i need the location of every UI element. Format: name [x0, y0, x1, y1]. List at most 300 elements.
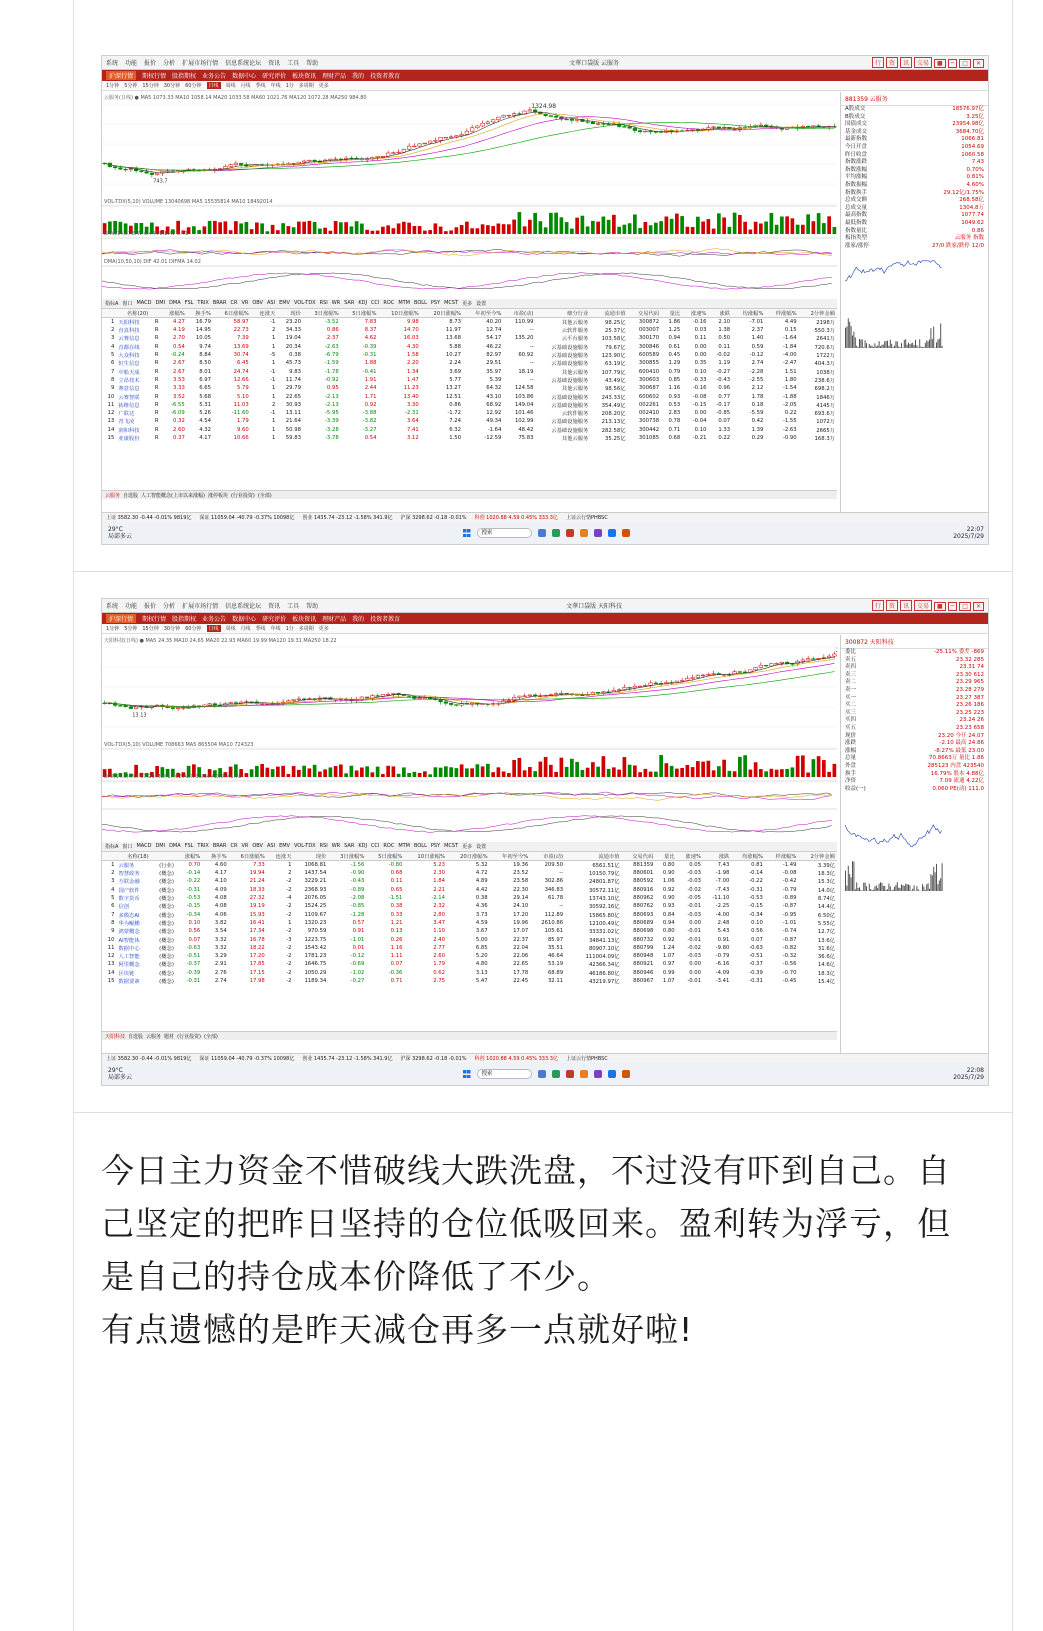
col-13[interactable]: 市盈(动): [503, 309, 535, 318]
ma-line-20: [105, 117, 835, 171]
table-row[interactable]: [102, 359, 837, 367]
col-5[interactable]: 6日涨幅%: [229, 852, 267, 861]
period-0[interactable]: 1分钟: [106, 626, 120, 632]
table-row[interactable]: [102, 952, 837, 960]
cell: 2: [111, 870, 115, 877]
menu-item-4[interactable]: 扩展市场行情: [182, 603, 219, 610]
menu-item-2[interactable]: 报价: [144, 603, 157, 610]
ind-tab-6[interactable]: TRIX: [197, 843, 209, 849]
col-7[interactable]: 现价: [294, 852, 329, 861]
taskbar-app-icon[interactable]: [608, 529, 616, 537]
sheet-tab-0[interactable]: 云服务: [105, 492, 121, 499]
sheet-tab-4[interactable]: (行业投资): [177, 1033, 201, 1040]
ind-tab-10[interactable]: OBV: [252, 843, 263, 849]
cell: 0.95: [326, 385, 339, 392]
taskbar-app-icon[interactable]: [566, 1070, 574, 1078]
table-row[interactable]: [102, 318, 837, 327]
menu-item-8[interactable]: 帮助: [306, 60, 319, 67]
cell: -0.01: [687, 928, 702, 935]
sheet-tab-5[interactable]: (全部): [257, 492, 272, 499]
col-21[interactable]: 样涨幅%: [765, 852, 799, 861]
col-20[interactable]: 均涨幅%: [732, 309, 765, 318]
ind-tab-17[interactable]: KDJ: [358, 843, 367, 849]
window-controls: [870, 57, 984, 68]
ind-tab-7[interactable]: BRAR: [212, 300, 227, 306]
nav-item-9[interactable]: 投资者教育: [370, 616, 401, 623]
quote-value: 0.70%: [966, 166, 984, 173]
nav-item-8[interactable]: 我的: [352, 616, 365, 623]
windows-start-icon[interactable]: [463, 1070, 471, 1078]
cell: 5.55亿: [817, 920, 835, 927]
ind-tab-25[interactable]: 设置: [476, 844, 487, 850]
intraday-mini-chart[interactable]: [841, 250, 987, 350]
menu-item-2[interactable]: 报价: [144, 60, 157, 67]
cell: 15865.80亿: [588, 912, 620, 919]
window-btn-5[interactable]: ─: [948, 59, 958, 68]
menu-item-7[interactable]: 工具: [287, 603, 300, 610]
col-19[interactable]: 涨跌: [708, 309, 732, 318]
ind-tab-4[interactable]: DMA: [169, 300, 181, 306]
ind-tab-17[interactable]: KDJ: [358, 300, 367, 306]
col-0[interactable]: [102, 852, 116, 861]
cell: -0.39: [186, 969, 201, 976]
col-22[interactable]: 2分钟金额: [798, 852, 837, 861]
nav-item-8[interactable]: 我的: [352, 73, 365, 80]
period-11[interactable]: 多周期: [298, 626, 314, 632]
taskbar-search[interactable]: 搜索: [477, 1069, 532, 1079]
period-8[interactable]: 季线: [255, 83, 266, 89]
cell: -1.64: [487, 426, 502, 433]
menu-item-3[interactable]: 分析: [163, 60, 176, 67]
period-6[interactable]: 周线: [225, 83, 236, 89]
taskbar-app-icon[interactable]: [538, 1070, 546, 1078]
col-10[interactable]: 10日涨幅%: [404, 852, 447, 861]
table-row[interactable]: [102, 977, 837, 985]
table-row[interactable]: [102, 877, 837, 885]
period-5[interactable]: 日线: [208, 83, 219, 89]
ind-tab-5[interactable]: FSL: [184, 300, 194, 306]
taskbar-app-icon[interactable]: [622, 1070, 630, 1078]
menu-item-8[interactable]: 帮助: [306, 603, 319, 610]
ind-tab-8[interactable]: CR: [230, 300, 238, 306]
quote-label: 涨家/涨停: [845, 242, 869, 249]
ind-tab-18[interactable]: CCI: [370, 843, 380, 849]
period-3[interactable]: 30分钟: [163, 626, 181, 632]
ind-tab-22[interactable]: PSY: [430, 300, 441, 306]
period-10[interactable]: 1分: [285, 626, 294, 632]
ind-tab-16[interactable]: SAR: [344, 843, 355, 849]
col-12[interactable]: 年初至今%: [463, 309, 503, 318]
cell: 58.97: [233, 319, 249, 325]
cell: 16.78: [249, 936, 265, 943]
col-13[interactable]: 市盈(动): [530, 852, 565, 861]
ind-tab-25[interactable]: 设置: [476, 301, 487, 307]
col-21[interactable]: 样涨幅%: [765, 309, 798, 318]
menu-item-4[interactable]: 扩展市场行情: [182, 60, 219, 67]
ind-tab-13[interactable]: VOL-TDX: [293, 300, 316, 306]
ind-tab-10[interactable]: OBV: [252, 300, 263, 306]
period-11[interactable]: 多周期: [298, 83, 314, 89]
period-4[interactable]: 60分钟: [185, 626, 202, 632]
table-row[interactable]: [102, 334, 837, 342]
ind-tab-0[interactable]: 指标A: [105, 844, 119, 850]
menu-item-1[interactable]: 功能: [125, 603, 138, 610]
nav-item-9[interactable]: 投资者教育: [370, 73, 401, 80]
ind-tab-7[interactable]: BRAR: [212, 843, 227, 849]
window-btn-0[interactable]: 行: [872, 57, 884, 68]
col-7[interactable]: 现价: [277, 309, 303, 318]
nav-item-4[interactable]: 数据中心: [232, 616, 257, 623]
col-16[interactable]: 交易代码: [628, 309, 662, 318]
cell: -7.00: [715, 878, 730, 885]
ind-tab-2[interactable]: MACD: [136, 300, 152, 306]
nav-item-3[interactable]: 业务公告: [202, 73, 227, 80]
cell: 0.80: [662, 928, 675, 935]
period-8[interactable]: 季线: [255, 626, 266, 632]
table-row[interactable]: [102, 376, 837, 384]
quote-label: 买三: [845, 709, 857, 716]
table-row[interactable]: [102, 927, 837, 935]
cell: 22.06: [513, 953, 529, 960]
ind-tab-9[interactable]: VR: [241, 300, 249, 306]
sheet-tab-2[interactable]: 人工智能概念(上市以来涨幅): [141, 492, 205, 499]
taskbar-app-icon[interactable]: [566, 529, 574, 537]
col-6[interactable]: 连涨天: [251, 309, 278, 318]
table-row[interactable]: [102, 919, 837, 927]
nav-item-2[interactable]: 股指期权: [172, 616, 197, 623]
ind-tab-9[interactable]: VR: [241, 843, 249, 849]
peak-price-label: 1324.98: [531, 102, 557, 110]
sheet-tab-3[interactable]: 涨停板块: [207, 492, 228, 499]
sheet-tab-1[interactable]: 自选股: [123, 492, 139, 499]
cell: -0.03: [687, 953, 702, 960]
window-btn-3[interactable]: 交易: [914, 600, 932, 611]
table-row[interactable]: [102, 367, 837, 375]
table-row[interactable]: [102, 960, 837, 968]
ind-tab-23[interactable]: MCST: [444, 300, 459, 306]
quote-value: 1049.62: [961, 219, 984, 226]
col-2[interactable]: [151, 852, 176, 861]
taskbar-clock[interactable]: [894, 526, 984, 540]
ind-tab-18[interactable]: CCI: [370, 300, 380, 306]
sheet-tab-5[interactable]: (全部): [203, 1033, 218, 1040]
ind-tab-2[interactable]: MACD: [136, 843, 152, 849]
ind-tab-14[interactable]: RSI: [319, 300, 328, 306]
sheet-tab-4[interactable]: (行业投资): [230, 492, 255, 499]
window-btn-1[interactable]: 资: [886, 600, 898, 611]
cell: -7.43: [715, 886, 730, 893]
nav-item-5[interactable]: 研究评价: [262, 616, 287, 623]
cell: 12.74: [486, 327, 502, 334]
ind-tab-11[interactable]: ASI: [266, 300, 276, 306]
ind-tab-19[interactable]: ROC: [383, 843, 395, 849]
table-row[interactable]: [102, 886, 837, 894]
kline-chart[interactable]: [102, 635, 837, 840]
cell: 5.77: [449, 376, 462, 383]
cell: -1: [270, 410, 276, 417]
window-btn-6[interactable]: □: [959, 59, 971, 68]
table-row[interactable]: [102, 326, 837, 334]
menu-item-0[interactable]: 系统: [106, 60, 119, 67]
nav-item-7[interactable]: 理财产品: [322, 616, 347, 623]
taskbar-app-icon[interactable]: [580, 529, 588, 537]
table-row[interactable]: [102, 944, 837, 952]
table-row[interactable]: [102, 869, 837, 877]
taskbar-clock[interactable]: [894, 1067, 984, 1081]
col-8[interactable]: 3日涨幅%: [328, 852, 366, 861]
window-btn-6[interactable]: □: [959, 602, 971, 611]
ind-tab-24[interactable]: 更多: [462, 301, 473, 307]
cell: -0.01: [687, 978, 702, 984]
ind-tab-1[interactable]: 窗口: [122, 844, 133, 850]
window-btn-3[interactable]: 交易: [914, 57, 932, 68]
col-15[interactable]: 流通市值: [570, 852, 621, 861]
ind-tab-1[interactable]: 窗口: [122, 301, 133, 307]
table-row[interactable]: [102, 935, 837, 943]
period-9[interactable]: 年线: [270, 626, 281, 632]
window-btn-1[interactable]: 资: [886, 57, 898, 68]
period-4[interactable]: 60分钟: [185, 83, 202, 89]
ind-tab-21[interactable]: BOLL: [414, 300, 427, 306]
period-1[interactable]: 5分钟: [124, 83, 138, 89]
cell: 0.38: [289, 352, 301, 359]
window-btn-4[interactable]: ■: [934, 602, 946, 611]
quote-label: 买一: [845, 694, 857, 701]
menu-item-6[interactable]: 资讯: [268, 60, 281, 67]
period-1[interactable]: 5分钟: [124, 626, 138, 632]
col-18[interactable]: 涨速%: [677, 852, 703, 861]
col-3[interactable]: 涨幅%: [176, 852, 202, 861]
period-7[interactable]: 月线: [240, 83, 251, 89]
nav-item-3[interactable]: 业务公告: [202, 616, 227, 623]
col-14[interactable]: 细分行业: [535, 309, 590, 318]
ind-tab-3[interactable]: DMI: [155, 300, 166, 306]
ind-tab-20[interactable]: MTM: [398, 843, 410, 849]
period-2[interactable]: 15分钟: [142, 83, 159, 89]
nav-item-1[interactable]: 期权行情: [142, 616, 167, 623]
ind-tab-24[interactable]: 更多: [462, 844, 473, 850]
sheet-tab-3[interactable]: 题材: [164, 1033, 175, 1040]
table-row[interactable]: [102, 401, 837, 409]
window-btn-7[interactable]: ✕: [973, 59, 984, 68]
period-7[interactable]: 月线: [240, 626, 251, 632]
nav-item-0[interactable]: 沪深行情: [106, 71, 136, 80]
col-1[interactable]: 名称(18): [116, 852, 150, 861]
window-btn-2[interactable]: 讯: [900, 57, 912, 68]
ind-tab-13[interactable]: VOL-TDX: [293, 843, 316, 849]
col-11[interactable]: 20日涨幅%: [421, 309, 463, 318]
sheet-tab-1[interactable]: 自选股: [128, 1033, 144, 1040]
col-12[interactable]: 年初至今%: [490, 852, 531, 861]
weather-widget[interactable]: [108, 526, 198, 540]
taskbar-app-icon[interactable]: [552, 1070, 560, 1078]
col-19[interactable]: 涨跌: [703, 852, 731, 861]
nav-item-6[interactable]: 板块资讯: [292, 616, 317, 623]
cell: -0.14: [186, 870, 201, 877]
cell: -0.15: [692, 401, 707, 408]
period-0[interactable]: 1分钟: [106, 83, 120, 89]
period-3[interactable]: 30分钟: [163, 83, 181, 89]
col-18[interactable]: 涨速%: [682, 309, 708, 318]
table-row[interactable]: [102, 894, 837, 902]
nav-item-1[interactable]: 期权行情: [142, 73, 167, 80]
table-row[interactable]: [102, 969, 837, 977]
period-10[interactable]: 1分: [285, 83, 294, 89]
cell: R: [154, 335, 159, 342]
cell: R: [154, 426, 159, 433]
taskbar-app-icon[interactable]: [594, 529, 602, 537]
col-0[interactable]: [102, 309, 116, 318]
ind-tab-20[interactable]: MTM: [398, 300, 410, 306]
taskbar-app-icon[interactable]: [552, 529, 560, 537]
col-10[interactable]: 10日涨幅%: [378, 309, 420, 318]
taskbar-app-icon[interactable]: [594, 1070, 602, 1078]
table-row[interactable]: [102, 861, 837, 870]
taskbar-app-icon[interactable]: [580, 1070, 588, 1078]
nav-item-7[interactable]: 理财产品: [322, 73, 347, 80]
period-5[interactable]: 日线: [208, 626, 219, 632]
col-8[interactable]: 3日涨幅%: [303, 309, 341, 318]
intraday-mini-chart[interactable]: [841, 793, 987, 893]
col-1[interactable]: 名称(20): [116, 309, 150, 318]
menu-item-7[interactable]: 工具: [287, 60, 300, 67]
ind-tab-8[interactable]: CR: [230, 843, 238, 849]
nav-item-5[interactable]: 研究评价: [262, 73, 287, 80]
ind-tab-23[interactable]: MCST: [444, 843, 459, 849]
table-row[interactable]: [102, 434, 837, 442]
cell: -0.37: [186, 961, 201, 968]
cell: -0.31: [362, 352, 377, 359]
col-2[interactable]: [150, 309, 160, 318]
ind-tab-16[interactable]: SAR: [344, 300, 355, 306]
ind-tab-0[interactable]: 指标A: [105, 301, 119, 307]
col-3[interactable]: 涨幅%: [161, 309, 187, 318]
taskbar-search[interactable]: 搜索: [477, 528, 532, 538]
cell: 9.60: [237, 426, 249, 433]
ind-tab-12[interactable]: EMV: [279, 300, 290, 306]
col-15[interactable]: 流通市值: [590, 309, 627, 318]
cell: 17.85: [249, 961, 265, 968]
post-body: [101, 1144, 951, 1356]
ind-tab-5[interactable]: FSL: [184, 843, 194, 849]
col-5[interactable]: 6日涨幅%: [213, 309, 251, 318]
col-17[interactable]: 量比: [655, 852, 676, 861]
table-row[interactable]: [102, 384, 837, 392]
cell: 12.92: [486, 410, 502, 417]
menu-item-5[interactable]: 信息系统论坛: [225, 60, 262, 67]
col-9[interactable]: 5日涨幅%: [366, 852, 404, 861]
cell: 1.88: [364, 360, 377, 367]
quote-row: [841, 679, 988, 687]
nav-item-4[interactable]: 数据中心: [232, 73, 257, 80]
col-22[interactable]: 2分钟金额: [799, 309, 837, 318]
menu-item-0[interactable]: 系统: [106, 603, 119, 610]
cell: 111004.09亿: [585, 954, 620, 961]
nav-item-6[interactable]: 板块资讯: [292, 73, 317, 80]
ind-tab-11[interactable]: ASI: [266, 843, 276, 849]
table-row[interactable]: [102, 902, 837, 910]
cell: (行业): [159, 863, 174, 869]
cell: 1: [111, 862, 115, 868]
window-btn-4[interactable]: ■: [934, 59, 946, 68]
period-2[interactable]: 15分钟: [142, 626, 159, 632]
table-row[interactable]: [102, 343, 837, 351]
period-12[interactable]: 更多: [318, 626, 329, 632]
period-6[interactable]: 周线: [225, 626, 236, 632]
col-9[interactable]: 5日涨幅%: [341, 309, 379, 318]
period-12[interactable]: 更多: [318, 83, 329, 89]
weather-widget[interactable]: [108, 1067, 198, 1081]
ind-tab-4[interactable]: DMA: [169, 843, 181, 849]
cell: -0.27: [716, 368, 731, 375]
table-row[interactable]: [102, 426, 837, 434]
ind-tab-12[interactable]: EMV: [279, 843, 290, 849]
ind-tab-6[interactable]: TRIX: [197, 300, 209, 306]
menu-item-5[interactable]: 信息系统论坛: [225, 603, 262, 610]
col-11[interactable]: 20日涨幅%: [447, 852, 490, 861]
col-4[interactable]: 换手%: [202, 852, 228, 861]
col-6[interactable]: 连涨天: [267, 852, 294, 861]
window-btn-7[interactable]: ✕: [973, 602, 984, 611]
menu-item-6[interactable]: 资讯: [268, 603, 281, 610]
menu-item-1[interactable]: 功能: [125, 60, 138, 67]
ind-tab-22[interactable]: PSY: [430, 843, 441, 849]
cell: 4.06: [214, 911, 227, 918]
quote-value: 23954.98亿: [952, 121, 984, 128]
cell: 7.41: [406, 426, 419, 433]
window-btn-0[interactable]: 行: [872, 600, 884, 611]
ind-tab-15[interactable]: WR: [331, 300, 341, 306]
taskbar-app-icon[interactable]: [538, 529, 546, 537]
cell: 98.25亿: [605, 320, 626, 326]
col-16[interactable]: 交易代码: [622, 852, 656, 861]
menu-item-3[interactable]: 分析: [163, 603, 176, 610]
taskbar-app-icon[interactable]: [622, 529, 630, 537]
table-row[interactable]: [102, 417, 837, 425]
ind-tab-14[interactable]: RSI: [319, 843, 328, 849]
cell: (概念): [159, 904, 174, 911]
cell: --: [559, 903, 564, 910]
nav-item-2[interactable]: 股指期权: [172, 73, 197, 80]
ma-line-5: [105, 657, 835, 708]
period-9[interactable]: 年线: [270, 83, 281, 89]
table-row[interactable]: [102, 409, 837, 417]
window-btn-2[interactable]: 讯: [900, 600, 912, 611]
col-17[interactable]: 量比: [661, 309, 682, 318]
table-row[interactable]: [102, 351, 837, 359]
ind-tab-15[interactable]: WR: [331, 843, 341, 849]
table-row[interactable]: [102, 392, 837, 400]
nav-item-0[interactable]: 沪深行情: [106, 614, 136, 623]
col-20[interactable]: 均涨幅%: [731, 852, 765, 861]
cell: 881359: [633, 862, 654, 868]
kline-chart[interactable]: [102, 92, 837, 297]
table-row[interactable]: [102, 910, 837, 918]
taskbar-app-icon[interactable]: [608, 1070, 616, 1078]
cell: 29.51: [486, 360, 502, 367]
cell: 1: [271, 360, 276, 367]
windows-start-icon[interactable]: [463, 529, 471, 537]
cell: 2.48: [717, 919, 730, 926]
sheet-tab-2[interactable]: 云服务: [146, 1033, 162, 1040]
ind-tab-21[interactable]: BOLL: [414, 843, 427, 849]
window-btn-5[interactable]: ─: [948, 602, 958, 611]
cell: (概念): [159, 929, 174, 936]
ind-tab-19[interactable]: ROC: [383, 300, 395, 306]
sheet-tab-0[interactable]: 天阳科技: [105, 1033, 126, 1040]
ind-tab-3[interactable]: DMI: [155, 843, 166, 849]
col-4[interactable]: 换手%: [187, 309, 213, 318]
